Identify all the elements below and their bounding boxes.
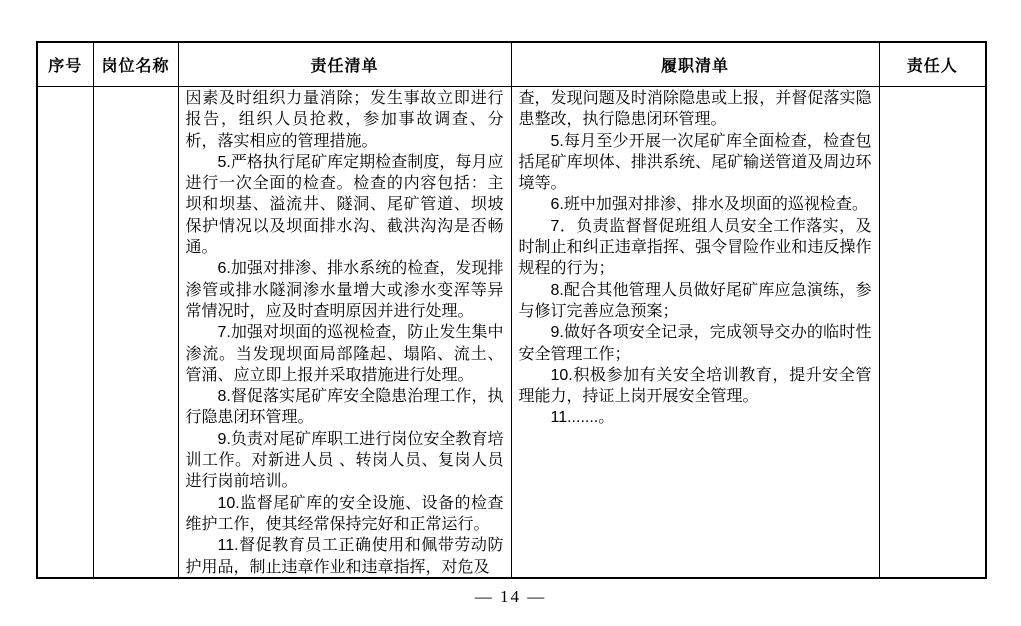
serial-value	[38, 87, 93, 577]
responsibility-paragraph: 9.负责对尾矿库职工进行岗位安全教育培训工作。对新进人员 、转岗人员、复岗人员进行岗前培训。	[185, 430, 504, 491]
responsible-person-cell	[879, 87, 986, 579]
col-header-duty-list: 履职清单	[511, 42, 879, 87]
responsibility-paragraph: 11.督促教育员工正确使用和佩带劳动防护用品，制止违章作业和违章指挥，对危及	[185, 537, 504, 576]
duty-paragraph: 查，发现问题及时消除隐患或上报，并督促落实隐患整改，执行隐患闭环管理。	[518, 90, 872, 129]
duty-paragraph: 8.配合其他管理人员做好尾矿库应急演练，参与修订完善应急预案；	[518, 281, 872, 320]
responsibility-paragraph: 因素及时组织力量消除；发生事故立即进行报告，组织人员抢救，参加事故调查、分析，落实相应的管理措施。	[185, 90, 504, 150]
duty-paragraph: 10.积极参加有关安全培训教育，提升安全管理能力，持证上岗开展安全管理。	[518, 366, 872, 406]
responsibility-paragraph: 5.严格执行尾矿库定期检查制度，每月应进行一次全面的检查。检查的内容包括：主坝和坝基、溢流井、隧洞、尾矿管道、坝坡保护情况以及坝面排水沟、截洪沟沟是否畅通。	[185, 153, 504, 257]
duty-paragraph: 6.班中加强对排渗、排水及坝面的巡视检查。	[550, 196, 868, 214]
col-header-serial: 序号	[37, 42, 93, 87]
responsibility-paragraph: 6.加强对排渗、排水系统的检查，发现排渗管或排水隧洞渗水量增大或渗水变浑等异常情况时，应及时查明原因并进行处理。	[185, 260, 504, 320]
duty-paragraph: 9.做好各项安全记录，完成领导交办的临时性安全管理工作；	[518, 324, 872, 363]
col-header-responsible-person: 责任人	[879, 42, 986, 87]
duty-cell	[511, 87, 879, 579]
responsibility-paragraph: 8.督促落实尾矿库安全隐患治理工作，执行隐患闭环管理。	[185, 388, 504, 427]
col-header-responsibility-list: 责任清单	[178, 42, 511, 87]
duty-table	[36, 41, 987, 579]
position-cell	[93, 87, 178, 579]
duty-paragraph: 11.......。	[550, 409, 615, 427]
responsibility-text	[179, 87, 511, 577]
table-row	[37, 87, 986, 579]
responsibility-cell	[178, 87, 511, 579]
responsibility-paragraph: 10.监督尾矿库的安全设施、设备的检查维护工作，使其经常保持完好和正常运行。	[185, 494, 504, 533]
duty-paragraph: 5.每月至少开展一次尾矿库全面检查，检查包括尾矿库坝体、排洪系统、尾矿输送管道及周边环境等。	[518, 132, 872, 193]
duty-text	[512, 87, 879, 577]
header-row	[37, 42, 986, 87]
position-value	[94, 87, 178, 577]
page-number: — 14 —	[474, 587, 547, 606]
responsibility-paragraph: 7.加强对坝面的巡视检查，防止发生集中渗流。当发现坝面局部隆起、塌陷、流土、管涌、应立即上报并采取措施进行处理。	[185, 324, 504, 384]
serial-cell	[37, 87, 93, 579]
responsible-person-value	[880, 87, 986, 577]
duty-paragraph: 7．负责监督督促班组人员安全工作落实，及时制止和纠正违章指挥、强令冒险作业和违反操作规程的行为；	[518, 217, 872, 278]
col-header-position: 岗位名称	[93, 42, 178, 87]
